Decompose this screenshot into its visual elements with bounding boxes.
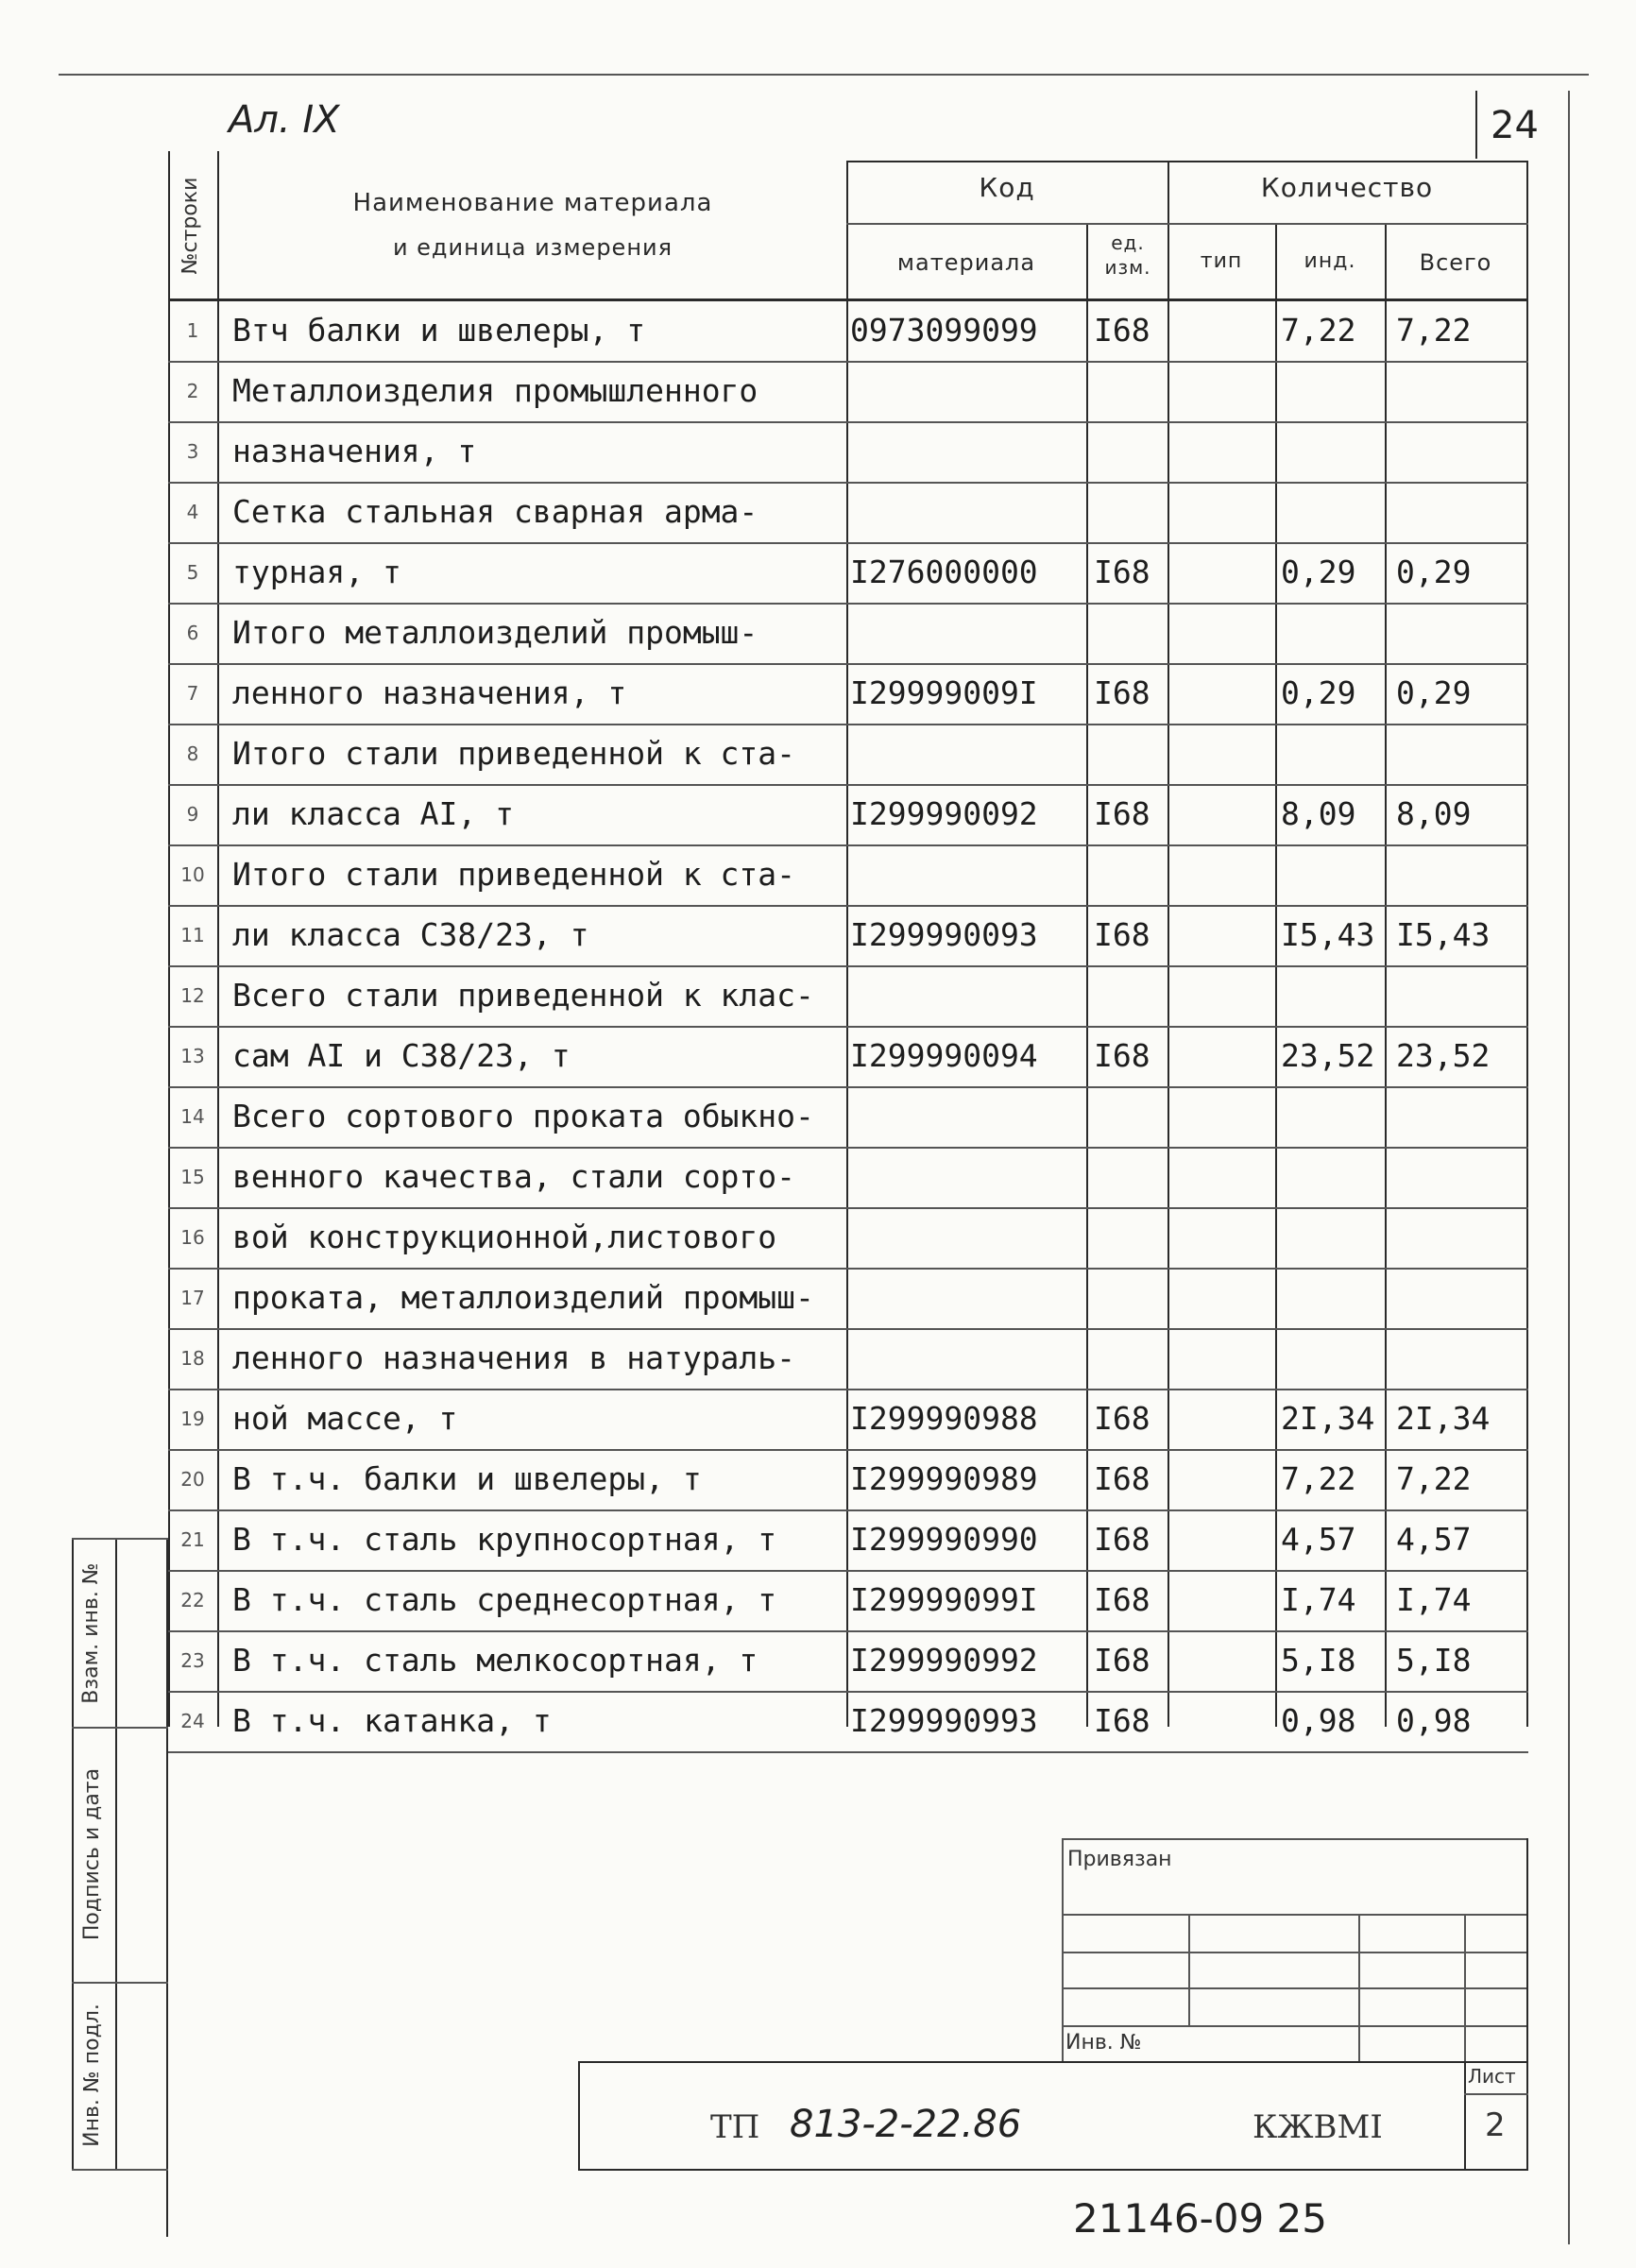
- row-number: 19: [180, 1407, 205, 1430]
- material-name: проката, металлоизделий промыш-: [232, 1279, 814, 1316]
- row-number: 6: [186, 622, 199, 644]
- qty-total: [1396, 361, 1519, 421]
- unit-code: I68: [1094, 1400, 1150, 1437]
- material-code: I276000000: [850, 554, 1038, 590]
- name-header-line2: и единица измерения: [392, 234, 673, 261]
- qty-individual: 0,98: [1281, 1702, 1356, 1739]
- unit-code: I68: [1094, 1460, 1150, 1497]
- unit-code: [1094, 724, 1169, 784]
- stamp-line: [1062, 1914, 1528, 1916]
- material-name: В т.ч. сталь среднесортная, т: [232, 1581, 777, 1618]
- row-number: 14: [180, 1105, 205, 1128]
- qty-individual: 0,29: [1281, 674, 1356, 711]
- unit-code: [1094, 844, 1169, 905]
- row-number-header: №строки: [179, 177, 202, 275]
- inv-podl-label: Инв. № подл.: [80, 2004, 104, 2147]
- stamp-line: [1464, 2061, 1466, 2171]
- qty-ind-header: инд.: [1304, 249, 1356, 273]
- qty-total: [1396, 1328, 1519, 1389]
- unit-code: [1094, 1328, 1169, 1389]
- stamp-line: [1062, 2025, 1528, 2027]
- material-code: [850, 1268, 1086, 1328]
- row-number: 10: [180, 863, 205, 886]
- code-group-header: Код: [979, 172, 1035, 203]
- stamp-line: [72, 1982, 168, 1984]
- material-code: [850, 844, 1086, 905]
- qty-group-header: Количество: [1260, 172, 1434, 203]
- row-number: 4: [186, 501, 199, 523]
- material-code: [850, 603, 1086, 663]
- podpis-data-label: Подпись и дата: [80, 1767, 104, 1941]
- material-code: I29999009I: [850, 674, 1038, 711]
- unit-code: [1094, 603, 1169, 663]
- qty-individual: [1281, 421, 1385, 482]
- qty-total: 7,22: [1396, 312, 1472, 349]
- unit-code: I68: [1094, 554, 1150, 590]
- stamp-line: [1188, 1914, 1190, 2025]
- qty-individual: 4,57: [1281, 1521, 1356, 1558]
- material-code: [850, 361, 1086, 421]
- unit-code: I68: [1094, 795, 1150, 832]
- row-number: 3: [186, 440, 199, 463]
- sheet-number: 2: [1485, 2106, 1506, 2144]
- qty-total: 8,09: [1396, 795, 1472, 832]
- top-border-line: [59, 74, 1589, 76]
- stamp-line: [578, 2061, 580, 2171]
- stamp-line: [1464, 2093, 1528, 2095]
- grid-line: [217, 151, 219, 1727]
- row-number: 11: [180, 924, 205, 946]
- grid-line: [1385, 223, 1387, 1727]
- qty-individual: [1281, 1086, 1385, 1147]
- qty-total: [1396, 724, 1519, 784]
- qty-total: [1396, 1147, 1519, 1207]
- qty-individual: [1281, 361, 1385, 421]
- row-number: 13: [180, 1045, 205, 1067]
- qty-individual: [1281, 1328, 1385, 1389]
- qty-total: [1396, 1086, 1519, 1147]
- row-number: 22: [180, 1589, 205, 1611]
- stamp-line: [72, 1538, 74, 2171]
- unit-code: I68: [1094, 1642, 1150, 1679]
- qty-type-header: тип: [1200, 249, 1243, 273]
- stamp-line: [1062, 1987, 1528, 1989]
- unit-code: [1094, 1207, 1169, 1268]
- qty-individual: [1281, 1207, 1385, 1268]
- qty-individual: 5,I8: [1281, 1642, 1356, 1679]
- grid-line: [846, 161, 1528, 162]
- qty-individual: [1281, 603, 1385, 663]
- qty-individual: 7,22: [1281, 312, 1356, 349]
- material-name: Всего сортового проката обыкно-: [232, 1098, 814, 1134]
- album-label: Ал. IX: [229, 98, 340, 142]
- row-number: 20: [180, 1468, 205, 1491]
- row-number: 2: [186, 380, 199, 402]
- qty-total: 5,I8: [1396, 1642, 1472, 1679]
- row-number: 1: [186, 319, 199, 342]
- material-name: ли класса С38/23, т: [232, 916, 589, 953]
- unit-code: [1094, 482, 1169, 542]
- unit-code: [1094, 1268, 1169, 1328]
- name-header-line1: Наименование материала: [352, 189, 713, 217]
- qty-total: 23,52: [1396, 1037, 1491, 1074]
- material-code: [850, 965, 1086, 1026]
- material-code: I299990092: [850, 795, 1038, 832]
- sheet-label: Лист: [1468, 2065, 1516, 2088]
- material-name: турная, т: [232, 554, 401, 590]
- grid-line: [846, 223, 1528, 225]
- row-number: 8: [186, 742, 199, 765]
- unit-code: I68: [1094, 1702, 1150, 1739]
- material-code: [850, 1328, 1086, 1389]
- row-number: 24: [180, 1710, 205, 1732]
- stamp-line: [578, 2169, 1528, 2171]
- qty-individual: 0,29: [1281, 554, 1356, 590]
- qty-individual: [1281, 1147, 1385, 1207]
- grid-line: [1526, 161, 1528, 1727]
- material-name: Втч балки и швелеры, т: [232, 312, 646, 349]
- row-number: 23: [180, 1649, 205, 1672]
- stamp-line: [1464, 1914, 1466, 2061]
- unit-code: I68: [1094, 916, 1150, 953]
- qty-individual: [1281, 482, 1385, 542]
- qty-total: I5,43: [1396, 916, 1491, 953]
- row-number: 12: [180, 984, 205, 1007]
- unit-code: [1094, 421, 1169, 482]
- qty-individual: 7,22: [1281, 1460, 1356, 1497]
- material-name: В т.ч. катанка, т: [232, 1702, 552, 1739]
- material-name: В т.ч. сталь крупносортная, т: [232, 1521, 777, 1558]
- qty-individual: [1281, 965, 1385, 1026]
- page-number-box-left: [1475, 91, 1477, 159]
- row-number: 17: [180, 1287, 205, 1309]
- material-name: В т.ч. балки и швелеры, т: [232, 1460, 702, 1497]
- row-number: 5: [186, 561, 199, 584]
- qty-total: [1396, 1207, 1519, 1268]
- material-code: I299990094: [850, 1037, 1038, 1074]
- material-code: I29999099I: [850, 1581, 1038, 1618]
- unit-code: [1094, 965, 1169, 1026]
- material-name: ленного назначения в натураль-: [232, 1339, 796, 1376]
- unit-code: [1094, 1147, 1169, 1207]
- unit-code: [1094, 361, 1169, 421]
- unit-code: I68: [1094, 1521, 1150, 1558]
- material-name: В т.ч. сталь мелкосортная, т: [232, 1642, 758, 1679]
- qty-total: [1396, 603, 1519, 663]
- material-name: Итого стали приведенной к ста-: [232, 735, 796, 772]
- material-code: I299990988: [850, 1400, 1038, 1437]
- code-material-header: материала: [896, 249, 1036, 276]
- qty-total: [1396, 965, 1519, 1026]
- unit-code: I68: [1094, 674, 1150, 711]
- unit-code: I68: [1094, 1581, 1150, 1618]
- code-unit-header: ед. изм.: [1104, 231, 1151, 279]
- material-code: I299990093: [850, 916, 1038, 953]
- qty-total: 7,22: [1396, 1460, 1472, 1497]
- material-code: [850, 1207, 1086, 1268]
- row-line: [168, 1751, 1528, 1753]
- qty-total: I,74: [1396, 1581, 1472, 1618]
- material-name: сам AI и С38/23, т: [232, 1037, 571, 1074]
- handwritten-footer-note: 21146-09 25: [1073, 2195, 1328, 2242]
- material-code: [850, 1086, 1086, 1147]
- qty-total: [1396, 421, 1519, 482]
- material-code: [850, 421, 1086, 482]
- material-code: 0973099099: [850, 312, 1038, 349]
- stamp-line: [72, 1538, 168, 1540]
- stamp-line: [1358, 1914, 1360, 2061]
- doc-number: 813-2-22.86: [790, 2103, 1022, 2146]
- inv-no-label: Инв. №: [1065, 2031, 1142, 2055]
- row-number: 15: [180, 1166, 205, 1188]
- qty-total: 0,29: [1396, 554, 1472, 590]
- stamp-line: [115, 1538, 117, 2171]
- stamp-line: [166, 1538, 168, 2237]
- right-border-line: [1568, 91, 1570, 2244]
- qty-individual: I5,43: [1281, 916, 1375, 953]
- stamp-line: [578, 2061, 1528, 2063]
- material-code: I299990993: [850, 1702, 1038, 1739]
- unit-code: I68: [1094, 1037, 1150, 1074]
- material-name: ной массе, т: [232, 1400, 458, 1437]
- qty-total: 0,29: [1396, 674, 1472, 711]
- qty-individual: 8,09: [1281, 795, 1356, 832]
- privyazan-label: Привязан: [1067, 1848, 1172, 1871]
- stamp-line: [1062, 1838, 1064, 2061]
- stamp-line: [1062, 1838, 1528, 1840]
- material-name: Металлоизделия промышленного: [232, 372, 758, 409]
- qty-total: [1396, 1268, 1519, 1328]
- qty-individual: 23,52: [1281, 1037, 1375, 1074]
- qty-total: 2I,34: [1396, 1400, 1491, 1437]
- material-code: I299990992: [850, 1642, 1038, 1679]
- row-number: 9: [186, 803, 199, 826]
- material-name: вой конструкционной,листового: [232, 1219, 777, 1255]
- qty-total: 4,57: [1396, 1521, 1472, 1558]
- stamp-line: [72, 1727, 168, 1729]
- grid-line: [1275, 223, 1277, 1727]
- qty-individual: 2I,34: [1281, 1400, 1375, 1437]
- material-code: [850, 1147, 1086, 1207]
- material-name: назначения, т: [232, 433, 477, 469]
- material-code: [850, 724, 1086, 784]
- qty-total: [1396, 482, 1519, 542]
- stamp-line: [72, 2169, 168, 2171]
- material-name: Итого стали приведенной к ста-: [232, 856, 796, 893]
- doc-code: КЖВМI: [1253, 2108, 1383, 2146]
- material-code: I299990990: [850, 1521, 1038, 1558]
- material-name: венного качества, стали сорто-: [232, 1158, 796, 1195]
- material-name: Итого металлоизделий промыш-: [232, 614, 758, 651]
- material-name: Сетка стальная сварная арма-: [232, 493, 758, 530]
- unit-code: [1094, 1086, 1169, 1147]
- page-number: 24: [1491, 104, 1539, 147]
- material-code: I299990989: [850, 1460, 1038, 1497]
- qty-total: 0,98: [1396, 1702, 1472, 1739]
- row-number: 21: [180, 1528, 205, 1551]
- grid-line: [1086, 223, 1088, 1727]
- row-number: 7: [186, 682, 199, 705]
- qty-individual: [1281, 1268, 1385, 1328]
- qty-individual: I,74: [1281, 1581, 1356, 1618]
- qty-total-header: Всего: [1419, 249, 1492, 276]
- vzam-inv-label: Взам. инв. №: [79, 1562, 103, 1704]
- qty-total: [1396, 844, 1519, 905]
- row-number: 18: [180, 1347, 205, 1370]
- material-name: ленного назначения, т: [232, 674, 627, 711]
- unit-code: I68: [1094, 312, 1150, 349]
- material-name: ли класса AI, т: [232, 795, 515, 832]
- qty-individual: [1281, 844, 1385, 905]
- stamp-line: [1526, 1838, 1528, 2171]
- row-number: 16: [180, 1226, 205, 1249]
- grid-line: [846, 161, 848, 1727]
- stamp-line: [1062, 1952, 1528, 1953]
- qty-individual: [1281, 724, 1385, 784]
- material-code: [850, 482, 1086, 542]
- doc-prefix: ТП: [710, 2108, 760, 2146]
- material-name: Всего стали приведенной к клас-: [232, 977, 814, 1014]
